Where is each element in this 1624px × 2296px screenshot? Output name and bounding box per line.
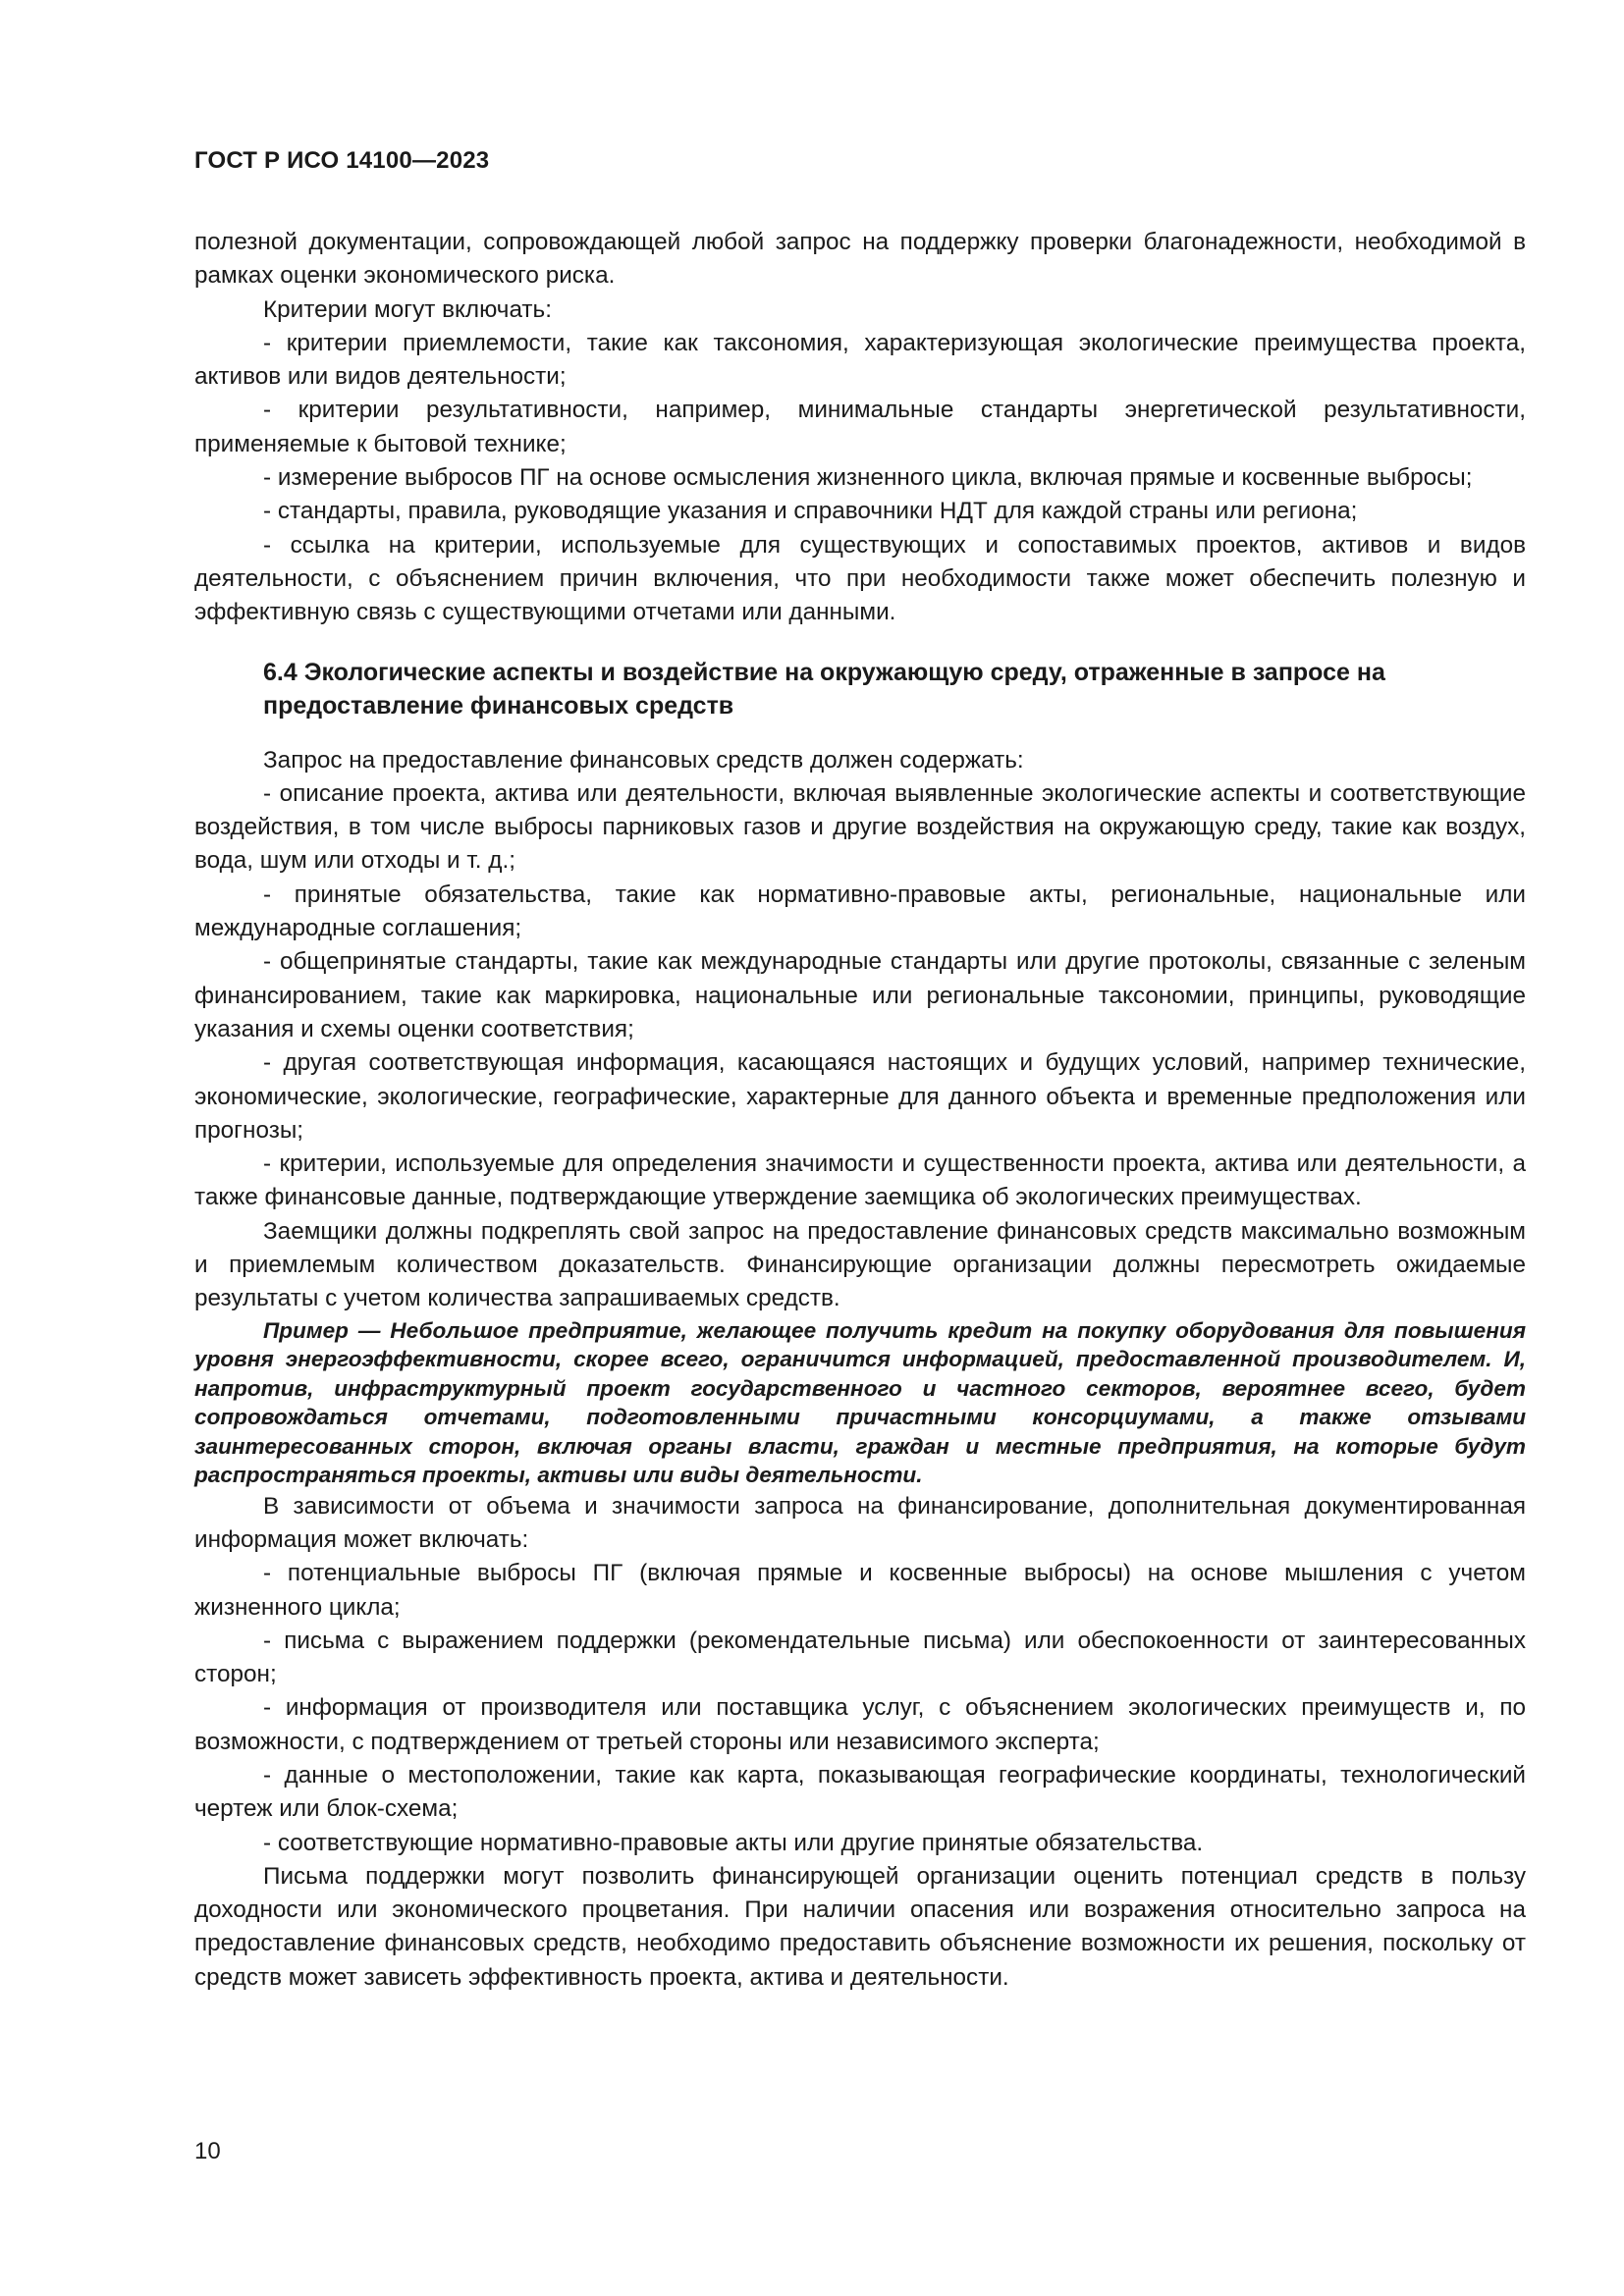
paragraph: полезной документации, сопровождающей любой запрос на поддержку проверки благонадежности, необходимой в рамках оценки экономического риска. — [194, 229, 1526, 290]
list-item: - общепринятые стандарты, такие как международные стандарты или другие протоколы, связанные с зеленым финансированием, такие как маркировка, национальные или региональные таксономии, принципы, руководящие указания и схемы оценки соответствия; — [194, 948, 1526, 1042]
page-content — [194, 226, 1526, 1995]
list-item: - информация от производителя или поставщика услуг, с объяснением экологических преимуществ и, по возможности, с подтверждением от третьей стороны или независимого эксперта; — [194, 1694, 1526, 1755]
paragraph: Письма поддержки могут позволить финансирующей организации оценить потенциал средств в пользу доходности или экономического процветания. При наличии опасения или возражения относительно запроса на предоставление финансовых средств, необходимо предоставить объяснение возможности их решения, поскольку от средств может зависеть эффективность проекта, актива и деятельности. — [194, 1862, 1526, 1991]
list-item: - ссылка на критерии, используемые для существующих и сопоставимых проектов, активов и видов деятельности, с объяснением причин включения, что при необходимости также может обеспечить полезную и эффективную связь с существующими отчетами или данными. — [194, 531, 1526, 626]
section-heading: 6.4 Экологические аспекты и воздействие на окружающую среду, отраженные в запросе на предоставление финансовых средств — [263, 658, 1385, 720]
list-item: - критерии результативности, например, минимальные стандарты энергетической результативности, применяемые к бытовой технике; — [194, 397, 1526, 457]
list-item: - соответствующие нормативно-правовые акты или другие принятые обязательства. — [263, 1829, 1204, 1856]
paragraph: В зависимости от объема и значимости запроса на финансирование, дополнительная документированная информация может включать: — [194, 1492, 1526, 1553]
paragraph: Запрос на предоставление финансовых средств должен содержать: — [263, 746, 1024, 774]
list-item: - критерии, используемые для определения значимости и существенности проекта, актива или деятельности, а также финансовые данные, подтверждающие утверждение заемщика об экологических преимуществах. — [194, 1150, 1526, 1211]
list-item: - потенциальные выбросы ПГ (включая прямые и косвенные выбросы) на основе мышления с учетом жизненного цикла; — [194, 1560, 1526, 1621]
list-item: - стандарты, правила, руководящие указания и справочники НДТ для каждой страны или региона; — [263, 498, 1358, 525]
document-id-header: ГОСТ Р ИСО 14100—2023 — [194, 147, 490, 174]
example-note: Пример — Небольшое предприятие, желающее получить кредит на покупку оборудования для повышения уровня энергоэффективности, скорее всего, ограничится информацией, предоставленной производителем. И, напротив, инфраструктурный проект государственного и частного секторов, вероятнее всего, будет сопровождаться отчетами, подготовленными причастными консорциумами, а также отзывами заинтересованных сторон, включая органы власти, граждан и местные предприятия, на которые будут распространяться проекты, активы или виды деятельности. — [194, 1317, 1526, 1488]
list-item: - измерение выбросов ПГ на основе осмысления жизненного цикла, включая прямые и косвенные выбросы; — [263, 464, 1473, 492]
list-item: - данные о местоположении, такие как карта, показывающая географические координаты, технологический чертеж или блок-схема; — [194, 1761, 1526, 1823]
list-item: - письма с выражением поддержки (рекомендательные письма) или обеспокоенности от заинтересованных сторон; — [194, 1627, 1526, 1688]
list-item: - другая соответствующая информация, касающаяся настоящих и будущих условий, например технические, экономические, экологические, географические, характерные для данного объекта и временные предположения или прогнозы; — [194, 1049, 1526, 1144]
paragraph: Заемщики должны подкреплять свой запрос на предоставление финансовых средств максимально возможным и приемлемым количеством доказательств. Финансирующие организации должны пересмотреть ожидаемые результаты с учетом количества запрашиваемых средств. — [194, 1217, 1526, 1312]
list-item: - описание проекта, актива или деятельности, включая выявленные экологические аспекты и соответствующие воздействия, в том числе выбросы парниковых газов и другие воздействия на окружающую среду, такие как воздух, вода, шум или отходы и т. д.; — [194, 779, 1526, 875]
list-item: - критерии приемлемости, такие как таксономия, характеризующая экологические преимущества проекта, активов или видов деятельности; — [194, 329, 1526, 391]
page-number: 10 — [194, 2138, 221, 2164]
list-item: - принятые обязательства, такие как нормативно-правовые акты, региональные, национальные или международные соглашения; — [194, 881, 1526, 942]
paragraph: Критерии могут включать: — [263, 295, 552, 323]
